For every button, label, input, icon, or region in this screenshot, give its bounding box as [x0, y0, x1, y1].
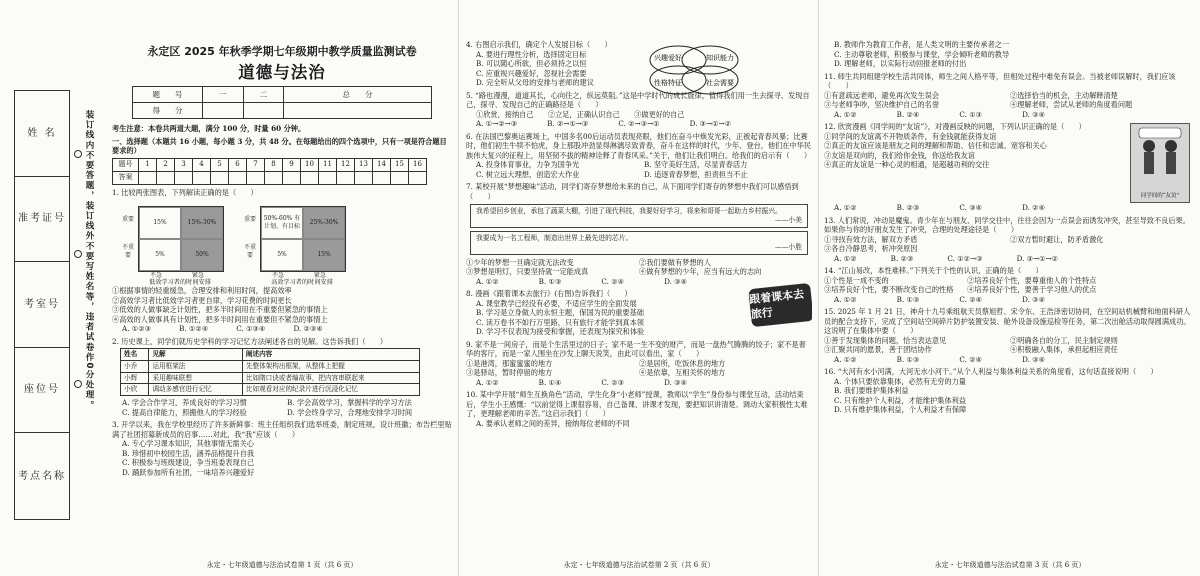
answer-option[interactable]: A. ①② [476, 377, 499, 387]
answer-option[interactable]: D. 完全听从父母的安排与老师的建议 [476, 78, 594, 87]
q7-items [466, 258, 812, 277]
statement-item: ④高效的人做事具有计划性，把多半时间用在重要但不紧急的事情上 [112, 314, 328, 324]
quadrant-value: 15%-30% [181, 207, 223, 239]
table-cell: 采用趣味联想 [149, 372, 242, 384]
answer-option[interactable]: A. ①② [834, 354, 857, 364]
answer-cell[interactable] [301, 171, 319, 184]
statement-item: ①同学间的友谊离不开物质条件，有金钱就能获得友谊 [824, 131, 997, 141]
x-axis-label: 紧急 [192, 272, 205, 280]
answer-option[interactable]: A. ①② [834, 109, 857, 119]
answer-cell[interactable] [319, 171, 337, 184]
answer-grid-label: 题号 [113, 158, 139, 171]
question-stem: 9. 家不是一间房子，而是个生活里过的日子；家不是一生不变的财产，而是一盘热气腾腾的饺子；家不是奢华的客厅，而是一家人围坐在沙发上聊天说笑，由此可以看出，家（ ） [466, 339, 806, 359]
q4-venn-diagram [644, 40, 744, 100]
question-number-cell: 12 [337, 158, 355, 171]
answer-option[interactable]: B. ①③ [896, 354, 920, 364]
dream-signature: ——小美 [774, 215, 802, 224]
answer-option[interactable]: D. 踊跃参加所有社团，一味培养兴趣爱好 [122, 467, 255, 477]
table-header: 姓名 [121, 349, 149, 361]
exam-notice: 考生注意：本卷共两道大题，满分 100 分，时量 60 分钟。 [112, 124, 306, 134]
answer-option[interactable]: C. ②④ [959, 354, 983, 364]
answer-option[interactable]: A. ①②③ [122, 324, 152, 334]
question-number-cell: 7 [247, 158, 265, 171]
question-number-cell: 4 [193, 158, 211, 171]
answer-cell[interactable] [373, 171, 391, 184]
answer-option[interactable]: A. 要进行理性分析，选择固定目标 [476, 49, 587, 59]
statement-item: ②明确各自的分工，民主制定规则 [1010, 335, 1118, 345]
table-header: 阐述内容 [242, 349, 419, 361]
table-row [121, 384, 420, 396]
answer-option[interactable]: C. ②④ [601, 276, 625, 286]
answer-option[interactable]: B. ①③ [896, 294, 920, 304]
punch-hole [74, 150, 82, 158]
score-table-header: 一 [203, 87, 244, 103]
q1-charts [112, 200, 452, 286]
q5-options [466, 119, 812, 129]
answer-option[interactable]: C. ①③ [959, 109, 983, 119]
question-stem: 3. 开学以来，我在学校里经历了许多新鲜事：班主任组织我们选举班委，制定班规，设计班徽；布告栏里贴满了社团招募新成员的启事……对此，我“我”应该（ ） [112, 420, 452, 439]
y-axis-label: 不重要 [121, 244, 134, 260]
answer-option[interactable]: C. ①②→③ [947, 253, 983, 263]
table-cell: 小乔 [121, 360, 149, 372]
question-stem: 15. 2025 年 1 月 21 日，神舟十九号乘组航天员蔡旭哲、宋令东、王浩泽密切协同，在空间站机械臂和地面科研人员的配合支持下，完成了空间站空间碎片防护装置安装、舱外设备设施巡检等任务，第二次出舱活动取得圆满成功。这说明了在集体中要（ ） [824, 307, 1191, 335]
score-cell[interactable] [284, 103, 432, 119]
answer-cell[interactable] [355, 171, 373, 184]
section-heading: 一、选择题（本题共 16 小题，每小题 3 分，共 48 分。在每题给出的四个选项中，只有一项是符合题目要求的） [112, 136, 447, 156]
seat-number-label: 座位号 [15, 348, 69, 434]
question-stem: 2. 历史课上，同学们就历史学科的学习记忆方法阐述各自的见解。这告诉我们（ ） [112, 336, 388, 346]
page-footer: 永定・七年级道德与法治试卷第 3 页（共 6 页） [934, 560, 1086, 569]
student-info-box [14, 90, 70, 520]
score-cell[interactable] [203, 103, 244, 119]
comic-caption: 同学间的“友谊” [1140, 192, 1180, 199]
dream-note [470, 204, 808, 228]
answer-option[interactable]: A. ①② [834, 203, 857, 212]
question-stem: 8. 漫画《跟着课本去旅行》(右图)告诉我们（ ） [466, 289, 632, 299]
statement-item: ①欣赏，接纳自己 ②立足，正确认识自己 ③做更好的自己 [476, 109, 685, 119]
answer-option[interactable]: D. ③④ [1022, 354, 1046, 364]
page-1 [112, 0, 452, 576]
question-stem: 14. “江山易改，本性难移。”下列关于个性的认识，正确的是（ ） [824, 266, 1043, 275]
answer-option[interactable]: C. 积极参与班级建设，争当班委表现自己 [122, 458, 255, 468]
answer-option[interactable]: C. 主动尊敬老师，积极参与课堂，学会倾听老师的教导 [834, 49, 1010, 59]
question-stem: 12. 欣赏漫画《同学间的“友谊”》，对漫画反映的问题，下列认识正确的是（ ） [824, 122, 1086, 131]
q4-options [466, 50, 656, 88]
chart-caption: 高效学习者的时间安排 [271, 279, 333, 287]
answer-option[interactable]: D. 理解老师，以实际行动回报老师的付出 [834, 59, 967, 68]
statement-item: ④积极融入集体，承担起相应责任 [1010, 345, 1118, 354]
answer-cell[interactable] [409, 171, 427, 184]
statement-item: ③各自冷静思考，析冲突原因 [824, 244, 918, 253]
answer-option[interactable]: D. 学会终身学习，合理地安排学习时间 [287, 407, 413, 417]
q2-options [112, 398, 452, 417]
venn-label: 社会需要 [706, 79, 734, 87]
q3-options [112, 439, 452, 477]
statement-item: ④做有梦想的少年，应当有远大的志向 [639, 267, 762, 277]
table-cell: 比如隋口诀或者编故事，把内容串联起来 [242, 372, 419, 384]
answer-option[interactable]: A. 投身体育事业，力争为国争光 [476, 160, 580, 169]
answer-option[interactable]: D. 只有维护集体利益，个人利益才有保障 [834, 405, 967, 414]
answer-option[interactable]: B. ②→①→③ [547, 119, 589, 128]
answer-option[interactable]: B. 可以随心所欲，但必须持之以恒 [476, 59, 587, 68]
q14-options [824, 295, 1196, 305]
question-stem: 11. 师生共同组建学校生活共同体，师生之间人格平等，但相处过程中难免有误会。当被老师误解时，我们应该（ ） [824, 71, 1176, 90]
binding-sidebar [0, 0, 108, 576]
question-number-cell: 11 [319, 158, 337, 171]
page-fold [458, 0, 459, 576]
question-number-cell: 9 [283, 158, 301, 171]
q11-items [824, 91, 1196, 110]
statement-item: ①根据事情的轻重缓急，合理安排和利用时间，提高效率 [112, 286, 292, 296]
q13-items [824, 235, 1196, 254]
answer-option[interactable]: A. ①② [834, 294, 857, 304]
answer-option[interactable]: D. ②④ [1022, 203, 1046, 212]
answer-option[interactable]: A. ①② [476, 276, 499, 286]
answer-option[interactable]: D. 学习不仅表现为接受和掌握，还表现为探究和体验 [476, 327, 645, 337]
answer-option[interactable]: D. ③→①→② [689, 119, 732, 128]
table-cell: 先整体架构出框架，从整体上把握 [242, 360, 419, 372]
question-stem: 7. 某校开展“梦想趣味”活动，同学们寄存梦想给未来的自己，从下面同学们寄存的梦想中我们可以感悟到（ ） [466, 182, 799, 201]
q13-options [824, 254, 1196, 264]
question-number-cell: 1 [139, 158, 157, 171]
dream-text: 我希望回乡创业，承包了蔬菜大棚，引进了现代科技，我要好好学习，将来和哥哥一起助力乡村振兴。 [476, 207, 782, 215]
subject-title: 道德与法治 [238, 62, 326, 82]
answer-option[interactable]: B. 学会高效学习，掌握科学的学习方法 [287, 398, 412, 408]
venn-label: 兴趣爱好 [654, 54, 682, 62]
answer-option[interactable]: C. ①③④ [236, 324, 266, 334]
statement-item: ④是依靠，互相关怀的地方 [639, 368, 726, 378]
exam-number-label: 准考证号 [15, 177, 69, 263]
venn-label: 知识能力 [706, 54, 734, 62]
table-header: 见解 [149, 349, 242, 361]
quadrant-value: 50% [181, 239, 223, 271]
statement-item: ②我们要做有梦想的人 [639, 257, 711, 267]
q11-options [824, 110, 1196, 120]
statement-item: ①是港湾，那蜜蜜蜜的地方 [466, 358, 553, 368]
answer-cell[interactable] [139, 171, 157, 184]
x-axis-label: 不急 [272, 272, 285, 280]
answer-option[interactable]: C. 树立远大理想，创造宏大作业 [476, 169, 580, 179]
answer-option[interactable]: A. 要承认老师之间的差异，接纳每位老师的不同 [476, 418, 630, 428]
answer-option[interactable]: D. ③④ [664, 276, 688, 286]
score-table-row-label: 得 分 [133, 103, 203, 119]
q2-table [120, 348, 420, 396]
punch-hole [74, 250, 82, 258]
table-row [121, 360, 420, 372]
question-number-cell: 13 [355, 158, 373, 171]
statement-item: ②是居所，吃饭休息的地方 [639, 358, 726, 368]
dream-text: 我要成为一名工程师，制造出世界上最先进的芯片。 [476, 233, 633, 242]
statement-item: ②双方暂时避让，防矛盾激化 [1010, 234, 1104, 244]
answer-grid [112, 158, 427, 185]
question-stem: 16. “大河有水小河满，大河无水小河干。”从个人利益与集体利益关系的角度看，这句话直接说明（ ） [824, 367, 1158, 376]
quadrant-value: 5% [139, 239, 181, 271]
statement-item: ③汇聚共同的愿景，善于团结协作 [824, 345, 932, 354]
statement-item: ④培养良好个性，要善于学习他人的优点 [967, 285, 1097, 294]
answer-option[interactable]: B. 坚守美好生活，尽显青春活力 [644, 160, 748, 169]
answer-cell[interactable] [391, 171, 409, 184]
table-cell: 比如观看对应的纪录片进行沉浸化记忆 [242, 384, 419, 396]
quadrant-value: 25%-30% [303, 207, 345, 239]
answer-option[interactable]: C. ②③ [601, 377, 625, 387]
q1-options [112, 324, 452, 334]
answer-option[interactable]: A. ①② [834, 253, 857, 263]
answer-option[interactable]: B. ②③ [890, 253, 914, 263]
answer-cell[interactable] [229, 171, 247, 184]
question-stem: 1. 比较两张图表，下列解读正确的是（ ） [112, 187, 258, 197]
question-number-cell: 5 [211, 158, 229, 171]
page-2 [466, 0, 812, 576]
q9-options [466, 378, 812, 388]
answer-cell[interactable] [175, 171, 193, 184]
answer-cell[interactable] [193, 171, 211, 184]
q15-options [824, 355, 1196, 365]
q6-options [466, 160, 812, 179]
answer-option[interactable]: D. ③④ [664, 377, 688, 387]
statement-item: ③与老师争吵，坚决维护自己的名誉 [824, 100, 940, 109]
question-number-cell: 10 [301, 158, 319, 171]
answer-cell[interactable] [283, 171, 301, 184]
answer-option[interactable]: D. ③④ [1022, 294, 1046, 304]
statement-item: ②高效学习者比低效学习者更自律，学习花费的时间更长 [112, 295, 292, 305]
quadrant-value: 15% [139, 207, 181, 239]
question-number-cell: 8 [265, 158, 283, 171]
table-cell: 运用框架法 [149, 360, 242, 372]
q12-block [824, 119, 1196, 203]
page-footer: 永定・七年级道德与法治试卷第 2 页（共 6 页） [563, 560, 715, 569]
statement-item: ③梦想是明灯，只要坚持就一定能成真 [466, 267, 589, 277]
question-stem: 10. 某中学开展“师生互换角色”活动，学生化身“小老师”授课，教师以“学生”身份参与课堂互动，活动结束后，学生小王感慨：“以前觉得上课很容易，自己备课、讲课才发现，要把知识讲清楚、调动大家积极性太难了，更理解老师的辛苦。”这启示我们（ ） [466, 390, 808, 419]
statement-item: ②真正的友谊应该是朋友之间的理解和帮助、信任和忠诚、宽容和关心 [824, 141, 1047, 150]
answer-cell[interactable] [211, 171, 229, 184]
exam-site-label: 考点名称 [18, 470, 66, 482]
question-number-cell: 2 [157, 158, 175, 171]
q12-options [824, 203, 1196, 213]
question-number-cell: 16 [409, 158, 427, 171]
dream-signature: ——小胜 [774, 242, 802, 251]
score-table-header: 题 号 [133, 87, 203, 103]
question-number-cell: 6 [229, 158, 247, 171]
q8-block [466, 286, 812, 337]
answer-grid-label: 答案 [113, 171, 139, 184]
exam-room-label: 考室号 [15, 262, 69, 348]
answer-option[interactable]: B. 我们要维护集体利益 [834, 386, 909, 395]
statement-item: ①寻找有效方法，解双方矛盾 [824, 234, 918, 244]
answer-option[interactable]: B. ②④ [896, 109, 920, 119]
answer-option[interactable]: C. ③④ [959, 203, 983, 212]
question-stem: 5. “路也漫漫，道道其长，心向往之，纵远莫阻。”这是中学时代的成长旋律，值得我们用一生去探寻、发现自己，探寻、发现自己的正确路径是（ ） [466, 90, 810, 109]
answer-option[interactable]: B. ①③ [538, 276, 562, 286]
exam-title: 永定区 2025 年秋季学期七年级期中教学质量监测试卷 [147, 45, 417, 58]
chart-caption: 低效学习者的时间安排 [149, 279, 211, 287]
statement-item: ①有意疏远老师，避免再次发生误会 [824, 90, 940, 100]
answer-option[interactable]: B. ①②④ [179, 324, 209, 334]
answer-option[interactable]: A. 专心学习课本知识，其他事情无需关心 [122, 439, 254, 449]
q8-options [466, 299, 746, 337]
statement-item: ①善于发现集体的问题，恰当表达意见 [824, 335, 947, 345]
punch-hole [74, 380, 82, 388]
q7-options [466, 277, 812, 287]
page-3 [824, 0, 1196, 576]
venn-label: 性格特征 [654, 79, 682, 87]
answer-cell[interactable] [265, 171, 283, 184]
answer-option[interactable]: A. 课堂教学已经没有必要，不适应学生的全面发展 [476, 298, 637, 308]
statement-item: ③是驿站，暂时停留的地方 [466, 368, 553, 378]
answer-option[interactable]: C. ②④ [959, 294, 983, 304]
binding-line-warning: 装订线内不要答题，装订线外不要写姓名等，违者试卷作0分处理。 [84, 110, 94, 411]
x-axis-label: 不急 [150, 272, 163, 280]
q12-comic-image [1130, 123, 1190, 203]
q1-items [112, 286, 452, 324]
answer-cell[interactable] [157, 171, 175, 184]
q8-cartoon-image: 跟着课本去旅行 [748, 283, 812, 327]
q10-options-continued [824, 40, 1196, 69]
answer-option[interactable]: A. 个体只要依靠集体，必然有无穷的力量 [834, 376, 966, 386]
answer-option[interactable]: C. ②→③→① [618, 119, 660, 128]
question-stem: 6. 在法国巴黎奥运赛场上，中国多名00后运动员表现亮眼，他们在奋斗中焕发光彩，正被起青春风暴；比赛时，他们初生牛犊不怕虎，身上那股冲劲显得淋漓尽致青春，奋斗在这样的时代，少年、登台，他们在中华民族伟大复兴的征程上，用坚韧不拔的精神诠释了青春风采。”关于，他们让我们明白。给我们的启示有（ ） [466, 131, 812, 160]
question-stem: 4. 右图启示我们，确定个人发展目标（ ） [466, 40, 612, 49]
question-number-cell: 3 [175, 158, 193, 171]
answer-option[interactable]: B. 教师作为教育工作者，是人类文明的主要传承者之一 [834, 40, 1010, 49]
answer-option[interactable]: B. 珍惜初中校园生活，涵养品格提升自我 [122, 448, 255, 458]
name-field-label: 姓 名 [15, 91, 69, 177]
table-cell: 小欣 [121, 384, 149, 396]
y-axis-label: 不重要 [243, 244, 256, 260]
q1-chart-low-efficiency [120, 200, 228, 286]
statement-item: ①少年的梦想一旦确定就无法改变 [466, 257, 574, 267]
answer-option[interactable]: A. ①→②→③ [476, 119, 518, 128]
answer-option[interactable]: D. 追逐青春梦想，担责担当不止 [644, 169, 748, 179]
statement-item: ③友谊是双向的，我们给你金钱，你送给我友谊 [824, 150, 975, 160]
answer-option[interactable]: D. ③④ [1022, 109, 1046, 119]
score-cell[interactable] [243, 103, 284, 119]
q9-items [466, 359, 812, 378]
x-axis-label: 紧急 [314, 272, 327, 280]
q15-items [824, 336, 1196, 355]
answer-option[interactable]: C. 只有维护个人利益，才能维护集体利益 [834, 395, 967, 405]
page-fold [818, 0, 819, 576]
statement-item: ②选择恰当的机会，主动解释清楚 [1010, 90, 1118, 100]
statement-item: ④真正的友谊是一种心灵的相通，是超越功利的交往 [824, 160, 990, 169]
question-number-cell: 14 [373, 158, 391, 171]
statement-item: ④理解老师，尝试从老师的角度看问题 [1010, 100, 1133, 109]
answer-option[interactable]: B. ①④ [538, 377, 562, 387]
quadrant-value: 15% [303, 239, 345, 271]
table-row [121, 372, 420, 384]
score-table-header: 二 [243, 87, 284, 103]
answer-option[interactable]: A. 学会合作学习，养成良好的学习习惯 [122, 398, 247, 408]
answer-option[interactable]: D. ③→①→② [1016, 253, 1059, 263]
answer-cell[interactable] [247, 171, 265, 184]
statement-item: ③培养良好个性，要不断改变自己的性格 [824, 285, 954, 294]
answer-option[interactable]: C. 读万卷书不如行万里路，只有旅行才能学到真本领 [476, 317, 644, 327]
q16-options [824, 377, 1196, 415]
answer-option[interactable]: C. 应重视兴趣爱好，忽视社会需要 [476, 68, 587, 78]
table-cell: 小辉 [121, 372, 149, 384]
answer-option[interactable]: B. 学习是立身做人的永恒主题，保国为民的重要基础 [476, 308, 644, 318]
page-footer: 永定・七年级道德与法治试卷第 1 页（共 6 页） [206, 560, 358, 569]
statement-item: ③低效的人做事缺乏计划性，把多半时间用在不重要但紧急的事情上 [112, 305, 328, 315]
answer-option[interactable]: B. ②③ [896, 203, 920, 212]
answer-cell[interactable] [337, 171, 355, 184]
answer-option[interactable]: D. ②③④ [293, 324, 323, 334]
dream-note [470, 231, 808, 255]
q1-chart-high-efficiency [242, 200, 350, 286]
table-cell: 调动多感官进行记忆 [149, 384, 242, 396]
q14-items [824, 276, 1196, 295]
question-number-cell: 15 [391, 158, 409, 171]
quadrant-value: 50%-60% 有计划、有目标 [261, 207, 303, 239]
statement-item: ②培养良好个性，要尊重他人的个性特点 [967, 275, 1097, 285]
comic-figures-icon [1131, 124, 1189, 184]
question-stem: 13. 人们常说，冲动是魔鬼。青少年在与朋友、同学交往中，往往会因为一点误会而诱发冲突，甚至导致不良后果。如果你与你的好朋友发生了冲突，合理的处理途径是（ ） [824, 215, 1190, 234]
statement-item: ①个性是一成不变的 [824, 275, 889, 285]
y-axis-label: 重要 [243, 216, 256, 224]
answer-option[interactable]: C. 提高自律能力，照搬他人的学习经验 [122, 407, 247, 417]
y-axis-label: 重要 [121, 216, 134, 224]
score-table-header: 总 分 [284, 87, 432, 103]
quadrant-value: 5% [261, 239, 303, 271]
score-table [132, 86, 432, 119]
